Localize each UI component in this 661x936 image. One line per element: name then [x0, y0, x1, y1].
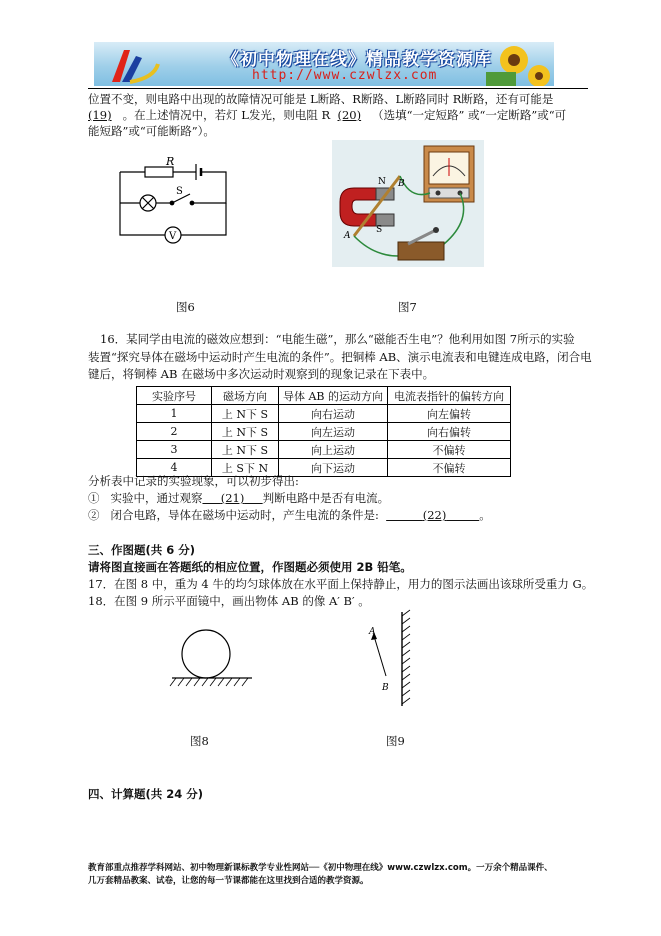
header-banner	[94, 42, 554, 86]
table-cell: 上 N下 S	[212, 405, 279, 423]
table-cell: 3	[137, 441, 212, 459]
item2-text: 闭合电路，导体在磁场中运动时，产生电流的条件是:	[110, 508, 379, 522]
table-header-row	[137, 387, 511, 405]
item1-text-end: 判断电路中是否有电流。	[262, 491, 390, 505]
fig7-label-a: A	[344, 231, 351, 241]
q16-line3: 键后，将铜棒 AB 在磁场中多次运动时观察到的现象记录在下表中。	[88, 367, 435, 381]
q15-line2-text: 。在上述情况中，若灯 L发光，则电阻 R	[122, 108, 331, 122]
q15-line2-end: （选填“一定短路” 或“一定断路”或“可	[372, 108, 567, 122]
table-row	[137, 405, 511, 423]
figure-8-ball-on-surface	[168, 626, 258, 688]
table-header: 导体 AB 的运动方向	[279, 387, 388, 405]
banner-title: 《初中物理在线》精品教学资源库	[222, 50, 492, 70]
table-header: 实验序号	[137, 387, 212, 405]
blank-22-label: (22)	[422, 508, 447, 522]
page-footer	[88, 862, 578, 888]
blank-21-label: (21)	[220, 491, 245, 505]
section3-heading: 三、作图题(共 6 分)	[88, 543, 196, 557]
item2-number: ②	[88, 508, 100, 522]
q16-item2	[88, 508, 491, 523]
q15-line3: 能短路”或“可能断路”）。	[88, 124, 215, 138]
item1-number: ①	[88, 491, 100, 505]
item2-end: 。	[479, 508, 491, 522]
banner-url: http://www.czwlzx.com	[252, 68, 438, 83]
figure-7-apparatus-illustration	[332, 140, 484, 267]
table-cell: 向下运动	[279, 459, 388, 477]
section3-instruction: 请将图直接画在答题纸的相应位置，作图题必须使用 2B 铅笔。	[88, 560, 412, 574]
figure-9-plane-mirror	[362, 608, 422, 708]
experiment-table	[136, 386, 511, 477]
fig9-label-b: B	[382, 683, 389, 693]
table-cell: 上 N下 S	[212, 423, 279, 441]
table-header: 电流表指针的偏转方向	[388, 387, 511, 405]
table-cell: 向左运动	[279, 423, 388, 441]
q15-line2	[88, 108, 566, 123]
fig7-label-b: B	[398, 179, 405, 189]
table-cell: 不偏转	[388, 441, 511, 459]
q16-item1	[88, 491, 389, 506]
table-cell: 向右运动	[279, 405, 388, 423]
footer-line2: 几万套精品教案、试卷，让您的每一节课都能在这里找到合适的教学资源。	[88, 876, 369, 886]
blank-20: (20)	[337, 108, 362, 122]
table-cell: 向上运动	[279, 441, 388, 459]
table-cell: 向左偏转	[388, 405, 511, 423]
table-cell: 向右偏转	[388, 423, 511, 441]
table-cell: 2	[137, 423, 212, 441]
table-row	[137, 441, 511, 459]
header-divider	[88, 88, 588, 89]
fig6-caption: 图6	[176, 300, 195, 314]
table-row	[137, 423, 511, 441]
table-header: 磁场方向	[212, 387, 279, 405]
fig6-label-r: R	[166, 155, 175, 168]
fig9-caption: 图9	[386, 734, 405, 748]
table-cell: 1	[137, 405, 212, 423]
blank-22	[386, 508, 479, 522]
item1-text: 实验中，通过观察	[110, 491, 203, 505]
blank-21	[202, 491, 262, 505]
fig8-caption: 图8	[190, 734, 209, 748]
fig7-label-n: N	[378, 177, 386, 187]
table-cell: 不偏转	[388, 459, 511, 477]
q16-line1: 16．某同学由电流的磁效应想到：“电能生磁”，那么“磁能否生电”？他利用如图 7所示的实验	[100, 332, 575, 346]
section4-heading: 四、计算题(共 24 分)	[88, 787, 204, 801]
fig6-label-s: S	[176, 186, 183, 197]
fig7-label-s: S	[376, 225, 383, 235]
table-cell: 上 N下 S	[212, 441, 279, 459]
q16-analysis: 分析表中记录的实验现象，可以初步得出:	[88, 474, 299, 488]
fig7-caption: 图7	[398, 300, 417, 314]
blank-19: (19)	[88, 108, 112, 122]
q18-text: 18．在图 9 所示平面镜中，画出物体 AB 的像 A′ B′ 。	[88, 594, 370, 608]
fig6-label-v: V	[169, 231, 177, 242]
q16-line2: 装置“探究导体在磁场中运动时产生电流的条件”。把铜棒 AB、演示电流表和电键连成电路，闭合电	[88, 350, 592, 364]
figure-6-circuit-diagram	[100, 150, 240, 250]
table-cell: 4	[137, 459, 212, 477]
footer-line1: 教育部重点推荐学科网站、初中物理新课标教学专业性网站──《初中物理在线》www.czwlzx.com。一万余个精品课件、	[88, 863, 553, 873]
q15-line1: 位置不变，则电路中出现的故障情况可能是 L断路、R断路、L断路同时 R断路，还有可能是	[88, 92, 554, 106]
fig9-label-a: A	[369, 627, 376, 637]
table-cell: 上 S下 N	[212, 459, 279, 477]
q17-text: 17．在图 8 中，重为 4 牛的均匀球体放在水平面上保持静止，用力的图示法画出该球所受重力 G。	[88, 577, 594, 591]
